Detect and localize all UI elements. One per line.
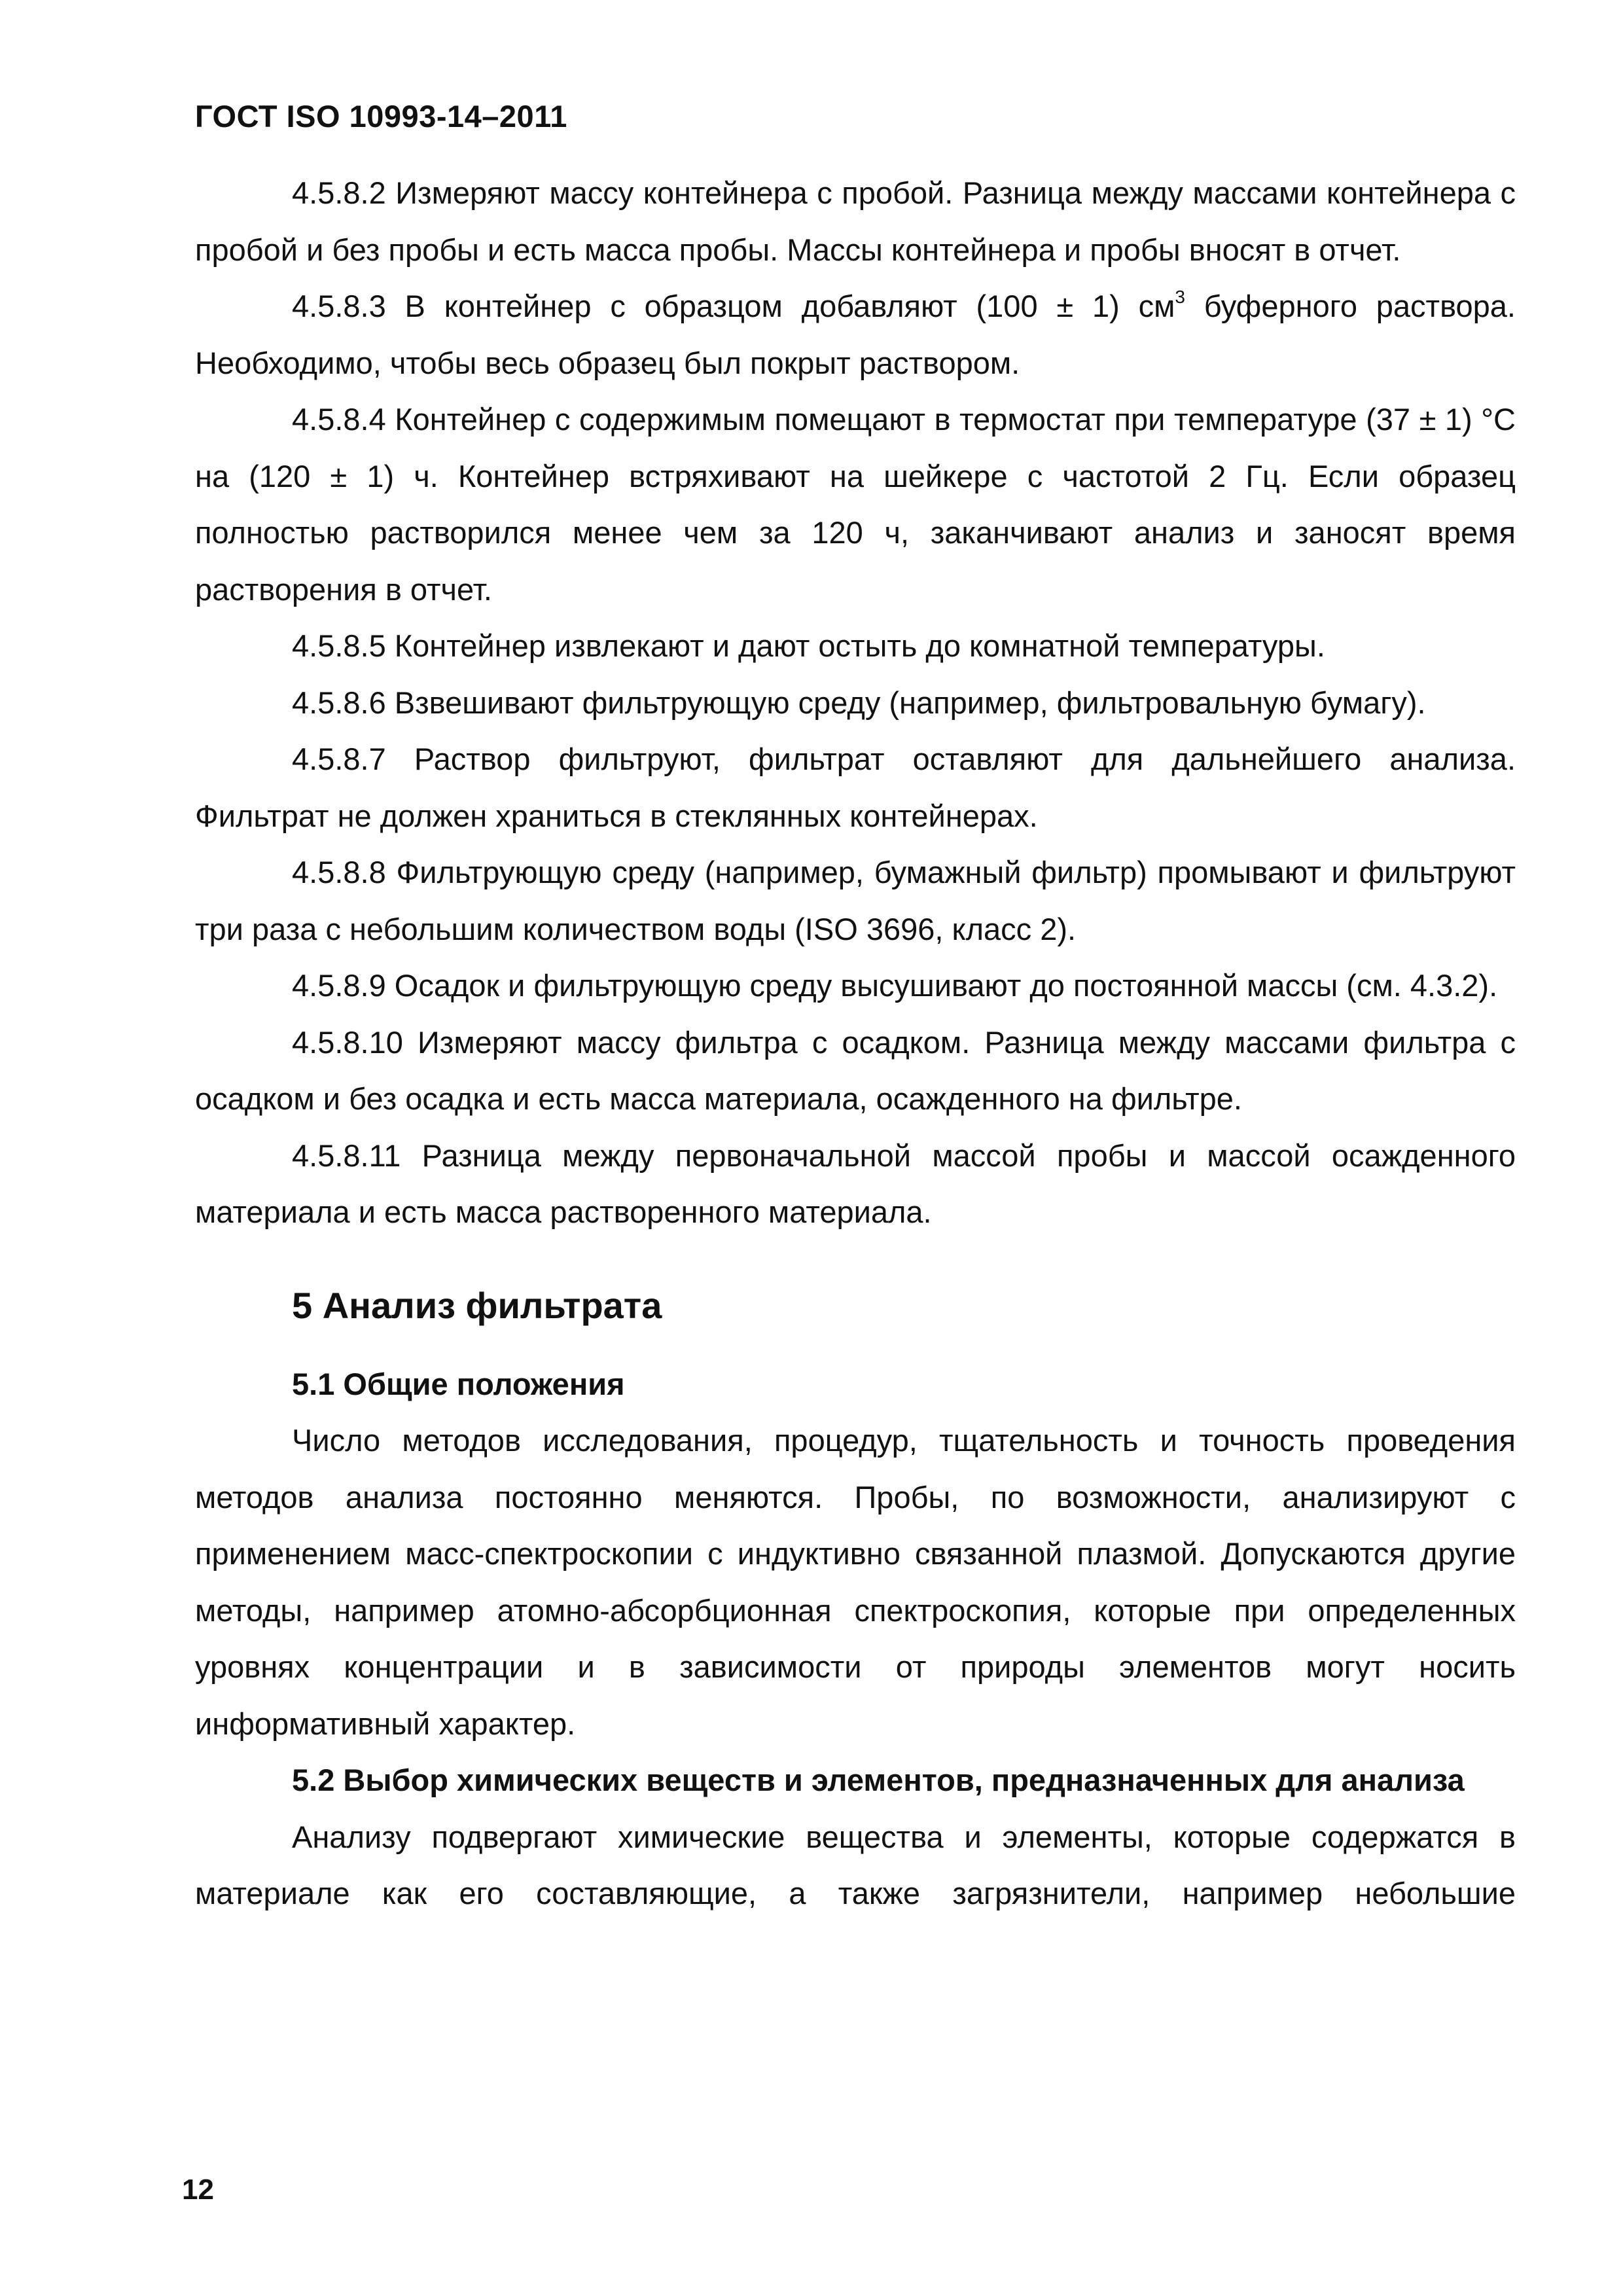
- page-number: 12: [182, 2174, 214, 2206]
- paragraph-4-5-8-11: 4.5.8.11 Разница между первоначальной массой пробы и массой осажденного материала и есть масса растворенного материала.: [195, 1138, 1516, 1229]
- paragraph-4-5-8-3-before-sup: 4.5.8.3 В контейнер с образцом добавляют (100 ± 1) см: [292, 289, 1175, 323]
- paragraph-4-5-8-5: 4.5.8.5 Контейнер извлекают и дают остыть до комнатной температуры.: [292, 628, 1325, 663]
- paragraph-4-5-8-4: 4.5.8.4 Контейнер с содержимым помещают в термостат при температуре (37 ± 1) °С на (120 ± 1) ч. Контейнер встряхивают на шейкере с частотой 2 Гц. Если образец полностью растворился менее чем за 120 ч, заканчивают анализ и заносят время растворения в отчет.: [195, 402, 1516, 607]
- paragraph-4-5-8-6: 4.5.8.6 Взвешивают фильтрующую среду (например, фильтровальную бумагу).: [292, 685, 1426, 720]
- subsection-5-1-heading: 5.1 Общие положения: [292, 1366, 625, 1401]
- paragraph-5-2: Анализу подвергают химические вещества и элементы, которые содержатся в материале как его составляющие, а также загрязнители, например небольшие: [195, 1819, 1516, 1910]
- paragraph-4-5-8-9: 4.5.8.9 Осадок и фильтрующую среду высушивают до постоянной массы (см. 4.3.2).: [292, 968, 1498, 1003]
- section-5-heading: 5 Анализ фильтрата: [292, 1284, 662, 1326]
- cubic-superscript: 3: [1175, 287, 1185, 308]
- paragraph-4-5-8-3: [195, 278, 1516, 391]
- section-spacer: [195, 1334, 1516, 1356]
- subsection-5-2-heading: 5.2 Выбор химических веществ и элементов, предназначенных для анализа: [292, 1763, 1465, 1797]
- document-body: [195, 165, 1516, 1922]
- section-spacer: [195, 1241, 1516, 1278]
- paragraph-4-5-8-7: 4.5.8.7 Раствор фильтруют, фильтрат оставляют для дальнейшего анализа. Фильтрат не должен храниться в стеклянных контейнерах.: [195, 742, 1516, 833]
- paragraph-5-1: Число методов исследования, процедур, тщательность и точность проведения методов анализа постоянно меняются. Пробы, по возможности, анализируют с применением масс-спектроскопии с индуктивно связанной плазмой. Допускаются другие методы, например атомно-абсорбционная спектроскопия, которые при определенных уровнях концентрации и в зависимости от природы элементов могут носить информативный характер.: [195, 1423, 1516, 1741]
- paragraph-4-5-8-2: 4.5.8.2 Измеряют массу контейнера с пробой. Разница между массами контейнера с пробой и без пробы и есть масса пробы. Массы контейнера и пробы вносят в отчет.: [195, 175, 1516, 267]
- document-code-header: ГОСТ ISO 10993-14–2011: [195, 99, 567, 134]
- paragraph-4-5-8-8: 4.5.8.8 Фильтрующую среду (например, бумажный фильтр) промывают и фильтруют три раза с небольшим количеством воды (ISO 3696, класс 2).: [195, 855, 1516, 946]
- paragraph-4-5-8-3-after-sup: буферного раствора. Необходимо, чтобы весь образец был покрыт раствором.: [195, 289, 1516, 380]
- paragraph-4-5-8-10: 4.5.8.10 Измеряют массу фильтра с осадком. Разница между массами фильтра с осадком и без осадка и есть масса материала, осажденного на фильтре.: [195, 1024, 1516, 1116]
